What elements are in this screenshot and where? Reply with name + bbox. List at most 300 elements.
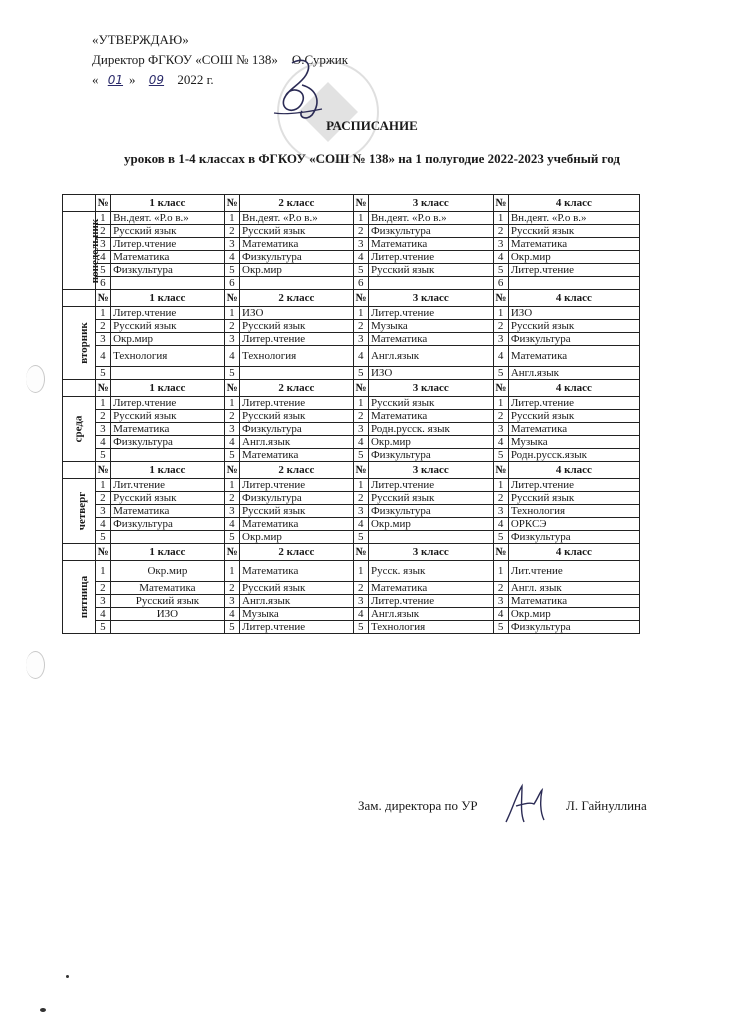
- lesson-number: 3: [224, 238, 239, 251]
- lesson-number: 2: [353, 492, 368, 505]
- lesson-subject: Физкультура: [111, 436, 225, 449]
- header-class-3: 3 класс: [368, 462, 493, 479]
- lesson-number: 4: [224, 346, 239, 367]
- lesson-number: 5: [224, 531, 239, 544]
- lesson-subject: Математика: [111, 251, 225, 264]
- header-class-4: 4 класс: [508, 195, 639, 212]
- lesson-number: 4: [493, 518, 508, 531]
- lesson-row: [63, 492, 640, 505]
- lesson-number: 3: [95, 423, 110, 436]
- lesson-subject: Русский язык: [368, 264, 493, 277]
- punch-hole-top: [26, 365, 45, 393]
- date-year: 2022 г.: [177, 72, 214, 88]
- lesson-row: [63, 449, 640, 462]
- header-number: №: [493, 462, 508, 479]
- header-number: №: [224, 462, 239, 479]
- lesson-number: 1: [353, 479, 368, 492]
- lesson-number: 5: [224, 449, 239, 462]
- lesson-subject: Русский язык: [368, 492, 493, 505]
- lesson-number: 1: [493, 212, 508, 225]
- lesson-number: 1: [224, 479, 239, 492]
- lesson-subject: Окр.мир: [368, 436, 493, 449]
- day-name: пятница: [78, 575, 91, 619]
- lesson-subject: Англ.язык: [240, 436, 354, 449]
- header-class-1: 1 класс: [111, 462, 225, 479]
- day-name: понедельник: [89, 218, 102, 283]
- document-subtitle: уроков в 1-4 классах в ФГКОУ «СОШ № 138» на 1 полугодие 2022-2023 учебный год: [124, 151, 620, 166]
- header-number: №: [353, 195, 368, 212]
- lesson-number: 4: [224, 608, 239, 621]
- lesson-subject: Англ. язык: [508, 582, 639, 595]
- lesson-number: 3: [353, 423, 368, 436]
- lesson-number: 3: [353, 238, 368, 251]
- lesson-subject: Русский язык: [240, 582, 354, 595]
- lesson-number: 6: [493, 277, 508, 290]
- day-label: [63, 561, 96, 634]
- lesson-subject: Литер.чтение: [368, 479, 493, 492]
- lesson-subject: Вн.деят. «Р.о в.»: [508, 212, 639, 225]
- lesson-number: 2: [224, 320, 239, 333]
- lesson-subject: Окр.мир: [111, 561, 225, 582]
- lesson-row: [63, 595, 640, 608]
- lesson-subject: Математика: [508, 238, 639, 251]
- lesson-number: 1: [224, 397, 239, 410]
- day-name: четверг: [76, 491, 89, 531]
- lesson-subject: Физкультура: [508, 531, 639, 544]
- header-class-4: 4 класс: [508, 462, 639, 479]
- lesson-number: 5: [493, 531, 508, 544]
- lesson-subject: Русский язык: [111, 595, 225, 608]
- lesson-subject: Окр.мир: [111, 333, 225, 346]
- lesson-row: [63, 320, 640, 333]
- lesson-subject: Математика: [111, 582, 225, 595]
- lesson-number: 2: [224, 410, 239, 423]
- lesson-number: 1: [493, 561, 508, 582]
- lesson-subject: Музыка: [240, 608, 354, 621]
- lesson-number: 4: [493, 436, 508, 449]
- header-class-1: 1 класс: [111, 380, 225, 397]
- lesson-number: 5: [224, 621, 239, 634]
- lesson-subject: Литер.чтение: [111, 307, 225, 320]
- lesson-subject: Литер.чтение: [240, 333, 354, 346]
- lesson-number: 5: [95, 621, 110, 634]
- lesson-number: 3: [224, 333, 239, 346]
- header-class-4: 4 класс: [508, 290, 639, 307]
- lesson-subject: Родн.русск.язык: [508, 449, 639, 462]
- lesson-subject: Англ.язык: [508, 367, 639, 380]
- lesson-subject: Физкультура: [508, 333, 639, 346]
- lesson-subject: Математика: [368, 333, 493, 346]
- header-class-1: 1 класс: [111, 290, 225, 307]
- lesson-number: 3: [224, 595, 239, 608]
- lesson-row: [63, 518, 640, 531]
- header-number: №: [95, 380, 110, 397]
- lesson-subject: Физкультура: [111, 264, 225, 277]
- header-number: №: [224, 380, 239, 397]
- lesson-subject: Технология: [111, 346, 225, 367]
- lesson-row: [63, 238, 640, 251]
- lesson-number: 4: [95, 518, 110, 531]
- lesson-subject: Литер.чтение: [508, 264, 639, 277]
- lesson-number: 4: [353, 251, 368, 264]
- lesson-subject: Русский язык: [240, 410, 354, 423]
- header-number: №: [95, 195, 110, 212]
- lesson-subject: Литер.чтение: [508, 479, 639, 492]
- header-number: №: [493, 290, 508, 307]
- lesson-number: 2: [493, 225, 508, 238]
- header-number: №: [353, 380, 368, 397]
- lesson-subject: Математика: [240, 238, 354, 251]
- approval-heading: «УТВЕРЖДАЮ»: [92, 32, 189, 47]
- scan-speck: [66, 975, 69, 978]
- lesson-number: 1: [95, 479, 110, 492]
- lesson-number: 5: [95, 367, 110, 380]
- lesson-number: 5: [353, 531, 368, 544]
- lesson-subject: Математика: [111, 423, 225, 436]
- scan-speck: [40, 1008, 46, 1012]
- lesson-row: [63, 561, 640, 582]
- lesson-subject: Музыка: [508, 436, 639, 449]
- header-class-2: 2 класс: [240, 380, 354, 397]
- lesson-subject: [111, 277, 225, 290]
- lesson-number: 4: [95, 346, 110, 367]
- lesson-number: 5: [95, 264, 110, 277]
- lesson-row: [63, 479, 640, 492]
- lesson-number: 2: [95, 582, 110, 595]
- header-number: №: [224, 544, 239, 561]
- lesson-number: 5: [493, 367, 508, 380]
- header-number: №: [353, 544, 368, 561]
- header-corner: [63, 462, 96, 479]
- lesson-number: 4: [224, 251, 239, 264]
- lesson-subject: Англ.язык: [368, 608, 493, 621]
- lesson-subject: Математика: [368, 410, 493, 423]
- lesson-subject: Литер.чтение: [508, 397, 639, 410]
- lesson-subject: Англ.язык: [240, 595, 354, 608]
- day-label: [63, 479, 96, 544]
- lesson-subject: Русский язык: [368, 397, 493, 410]
- director-name: О.Суржик: [291, 52, 349, 68]
- header-row: [63, 380, 640, 397]
- lesson-subject: Русский язык: [111, 320, 225, 333]
- header-row: [63, 290, 640, 307]
- lesson-subject: ОРКСЭ: [508, 518, 639, 531]
- lesson-subject: [240, 277, 354, 290]
- day-label: [63, 307, 96, 380]
- lesson-subject: Литер.чтение: [240, 621, 354, 634]
- header-number: №: [353, 462, 368, 479]
- lesson-number: 2: [95, 410, 110, 423]
- lesson-subject: Окр.мир: [508, 608, 639, 621]
- schedule-table: [62, 194, 640, 634]
- lesson-subject: Родн.русск. язык: [368, 423, 493, 436]
- lesson-row: [63, 531, 640, 544]
- lesson-number: 3: [353, 333, 368, 346]
- lesson-number: 1: [353, 397, 368, 410]
- header-class-3: 3 класс: [368, 544, 493, 561]
- lesson-row: [63, 346, 640, 367]
- lesson-number: 3: [493, 595, 508, 608]
- lesson-row: [63, 505, 640, 518]
- header-class-2: 2 класс: [240, 544, 354, 561]
- lesson-number: 2: [224, 492, 239, 505]
- lesson-number: 3: [95, 333, 110, 346]
- header-number: №: [493, 380, 508, 397]
- lesson-subject: Русский язык: [240, 505, 354, 518]
- day-label: [63, 212, 102, 290]
- lesson-subject: [111, 531, 225, 544]
- lesson-subject: Литер.чтение: [111, 397, 225, 410]
- header-row: [63, 195, 640, 212]
- lesson-subject: Русский язык: [508, 225, 639, 238]
- lesson-subject: ИЗО: [240, 307, 354, 320]
- lesson-number: 2: [95, 320, 110, 333]
- header-class-1: 1 класс: [111, 544, 225, 561]
- lesson-number: 1: [353, 561, 368, 582]
- lesson-number: 4: [353, 346, 368, 367]
- lesson-number: 5: [95, 531, 110, 544]
- deputy-signature: [498, 782, 556, 826]
- header-class-2: 2 класс: [240, 462, 354, 479]
- lesson-subject: [368, 531, 493, 544]
- lesson-number: 2: [493, 582, 508, 595]
- lesson-number: 4: [95, 436, 110, 449]
- lesson-number: 4: [493, 251, 508, 264]
- lesson-number: 1: [353, 212, 368, 225]
- lesson-subject: [111, 367, 225, 380]
- lesson-subject: Вн.деят. «Р.о в.»: [240, 212, 354, 225]
- lesson-number: 4: [95, 251, 110, 264]
- lesson-subject: Физкультура: [368, 449, 493, 462]
- lesson-number: 1: [493, 397, 508, 410]
- lesson-number: 6: [224, 277, 239, 290]
- lesson-number: 2: [353, 225, 368, 238]
- lesson-subject: Литер.чтение: [368, 595, 493, 608]
- lesson-number: 3: [95, 505, 110, 518]
- lesson-number: 1: [224, 212, 239, 225]
- header-corner: [63, 380, 96, 397]
- footer-name: Л. Гайнуллина: [566, 798, 647, 813]
- lesson-subject: [240, 367, 354, 380]
- lesson-subject: Лит.чтение: [508, 561, 639, 582]
- lesson-subject: Русск. язык: [368, 561, 493, 582]
- lesson-number: 2: [493, 492, 508, 505]
- lesson-row: [63, 410, 640, 423]
- lesson-number: 5: [353, 264, 368, 277]
- header-corner: [63, 544, 96, 561]
- lesson-subject: Литер.чтение: [240, 397, 354, 410]
- lesson-subject: Физкультура: [240, 251, 354, 264]
- lesson-number: 1: [95, 397, 110, 410]
- lesson-subject: Физкультура: [240, 492, 354, 505]
- director-title: Директор ФГКОУ «СОШ № 138»: [92, 52, 278, 68]
- date-month: 09: [148, 73, 165, 88]
- header-class-1: 1 класс: [111, 195, 225, 212]
- header-row: [63, 462, 640, 479]
- lesson-row: [63, 251, 640, 264]
- lesson-subject: Русский язык: [111, 410, 225, 423]
- lesson-row: [63, 582, 640, 595]
- lesson-subject: Окр.мир: [240, 531, 354, 544]
- header-class-4: 4 класс: [508, 544, 639, 561]
- lesson-subject: [111, 449, 225, 462]
- lesson-subject: Вн.деят. «Р.о в.»: [111, 212, 225, 225]
- lesson-subject: ИЗО: [111, 608, 225, 621]
- header-class-3: 3 класс: [368, 195, 493, 212]
- lesson-number: 3: [493, 238, 508, 251]
- lesson-number: 3: [493, 333, 508, 346]
- lesson-number: 4: [224, 436, 239, 449]
- lesson-row: [63, 423, 640, 436]
- punch-hole-bottom: [26, 651, 45, 679]
- lesson-number: 2: [95, 225, 110, 238]
- header-corner: [63, 195, 96, 212]
- header-class-2: 2 класс: [240, 195, 354, 212]
- lesson-subject: Физкультура: [368, 225, 493, 238]
- lesson-number: 4: [493, 608, 508, 621]
- date-quote-close: »: [129, 72, 136, 88]
- lesson-subject: Музыка: [368, 320, 493, 333]
- lesson-subject: Математика: [508, 346, 639, 367]
- lesson-number: 6: [95, 277, 110, 290]
- footer: [358, 798, 647, 814]
- header-number: №: [95, 544, 110, 561]
- lesson-row: [63, 397, 640, 410]
- header-row: [63, 544, 640, 561]
- lesson-number: 2: [493, 320, 508, 333]
- lesson-row: [63, 621, 640, 634]
- lesson-subject: Русский язык: [508, 492, 639, 505]
- header-number: №: [95, 290, 110, 307]
- lesson-row: [63, 367, 640, 380]
- lesson-subject: Литер.чтение: [368, 251, 493, 264]
- lesson-number: 3: [224, 505, 239, 518]
- lesson-number: 1: [224, 561, 239, 582]
- lesson-subject: Окр.мир: [508, 251, 639, 264]
- lesson-subject: Русский язык: [111, 492, 225, 505]
- lesson-number: 1: [353, 307, 368, 320]
- lesson-number: 5: [493, 621, 508, 634]
- lesson-number: 3: [224, 423, 239, 436]
- lesson-number: 5: [353, 367, 368, 380]
- lesson-number: 4: [95, 608, 110, 621]
- lesson-subject: Математика: [508, 595, 639, 608]
- lesson-number: 4: [353, 608, 368, 621]
- lesson-subject: Литер.чтение: [111, 238, 225, 251]
- lesson-subject: Математика: [240, 518, 354, 531]
- lesson-subject: Русский язык: [508, 320, 639, 333]
- header-number: №: [224, 290, 239, 307]
- lesson-subject: Математика: [240, 561, 354, 582]
- lesson-number: 4: [224, 518, 239, 531]
- header-number: №: [493, 544, 508, 561]
- header-class-4: 4 класс: [508, 380, 639, 397]
- lesson-subject: Литер.чтение: [240, 479, 354, 492]
- lesson-number: 2: [95, 492, 110, 505]
- lesson-row: [63, 333, 640, 346]
- lesson-subject: Математика: [111, 505, 225, 518]
- lesson-number: 4: [353, 436, 368, 449]
- lesson-subject: Лит.чтение: [111, 479, 225, 492]
- lesson-subject: [368, 277, 493, 290]
- header-class-3: 3 класс: [368, 290, 493, 307]
- lesson-number: 2: [224, 225, 239, 238]
- header-class-2: 2 класс: [240, 290, 354, 307]
- lesson-number: 1: [224, 307, 239, 320]
- lesson-row: [63, 225, 640, 238]
- lesson-row: [63, 436, 640, 449]
- day-label: [63, 397, 96, 462]
- lesson-subject: Математика: [368, 582, 493, 595]
- header-corner: [63, 290, 96, 307]
- lesson-row: [63, 608, 640, 621]
- lesson-subject: ИЗО: [508, 307, 639, 320]
- lesson-subject: Русский язык: [111, 225, 225, 238]
- lesson-number: 5: [493, 449, 508, 462]
- lesson-subject: Русский язык: [240, 225, 354, 238]
- day-name: вторник: [77, 322, 90, 364]
- lesson-number: 5: [224, 264, 239, 277]
- lesson-subject: Литер.чтение: [368, 307, 493, 320]
- lesson-subject: Окр.мир: [368, 518, 493, 531]
- lesson-number: 3: [95, 238, 110, 251]
- lesson-subject: Технология: [368, 621, 493, 634]
- lesson-subject: Физкультура: [368, 505, 493, 518]
- lesson-number: 4: [493, 346, 508, 367]
- lesson-subject: Физкультура: [508, 621, 639, 634]
- lesson-number: 2: [353, 320, 368, 333]
- lesson-subject: Математика: [368, 238, 493, 251]
- lesson-row: [63, 307, 640, 320]
- lesson-number: 3: [353, 595, 368, 608]
- lesson-number: 3: [353, 505, 368, 518]
- lesson-number: 3: [95, 595, 110, 608]
- lesson-subject: Англ.язык: [368, 346, 493, 367]
- lesson-subject: Технология: [508, 505, 639, 518]
- lesson-number: 3: [493, 423, 508, 436]
- director-signature: [262, 55, 332, 125]
- lesson-number: 2: [224, 582, 239, 595]
- lesson-number: 2: [353, 582, 368, 595]
- lesson-number: 1: [95, 307, 110, 320]
- lesson-number: 5: [493, 264, 508, 277]
- lesson-number: 2: [353, 410, 368, 423]
- lesson-number: 5: [95, 449, 110, 462]
- date-quote-open: «: [92, 72, 99, 88]
- lesson-number: 5: [353, 621, 368, 634]
- lesson-number: 5: [224, 367, 239, 380]
- lesson-number: 6: [353, 277, 368, 290]
- lesson-number: 1: [493, 479, 508, 492]
- lesson-number: 1: [95, 212, 110, 225]
- lesson-subject: [508, 277, 639, 290]
- lesson-number: 5: [353, 449, 368, 462]
- lesson-subject: Математика: [240, 449, 354, 462]
- lesson-subject: ИЗО: [368, 367, 493, 380]
- lesson-subject: Русский язык: [240, 320, 354, 333]
- lesson-row: [63, 277, 640, 290]
- lesson-subject: Окр.мир: [240, 264, 354, 277]
- lesson-number: 1: [95, 561, 110, 582]
- date-day: 01: [107, 73, 124, 88]
- document-title: РАСПИСАНИЕ: [326, 118, 418, 133]
- lesson-subject: Вн.деят. «Р.о в.»: [368, 212, 493, 225]
- lesson-subject: [111, 621, 225, 634]
- lesson-number: 2: [493, 410, 508, 423]
- header-number: №: [353, 290, 368, 307]
- header-number: №: [493, 195, 508, 212]
- lesson-subject: Физкультура: [240, 423, 354, 436]
